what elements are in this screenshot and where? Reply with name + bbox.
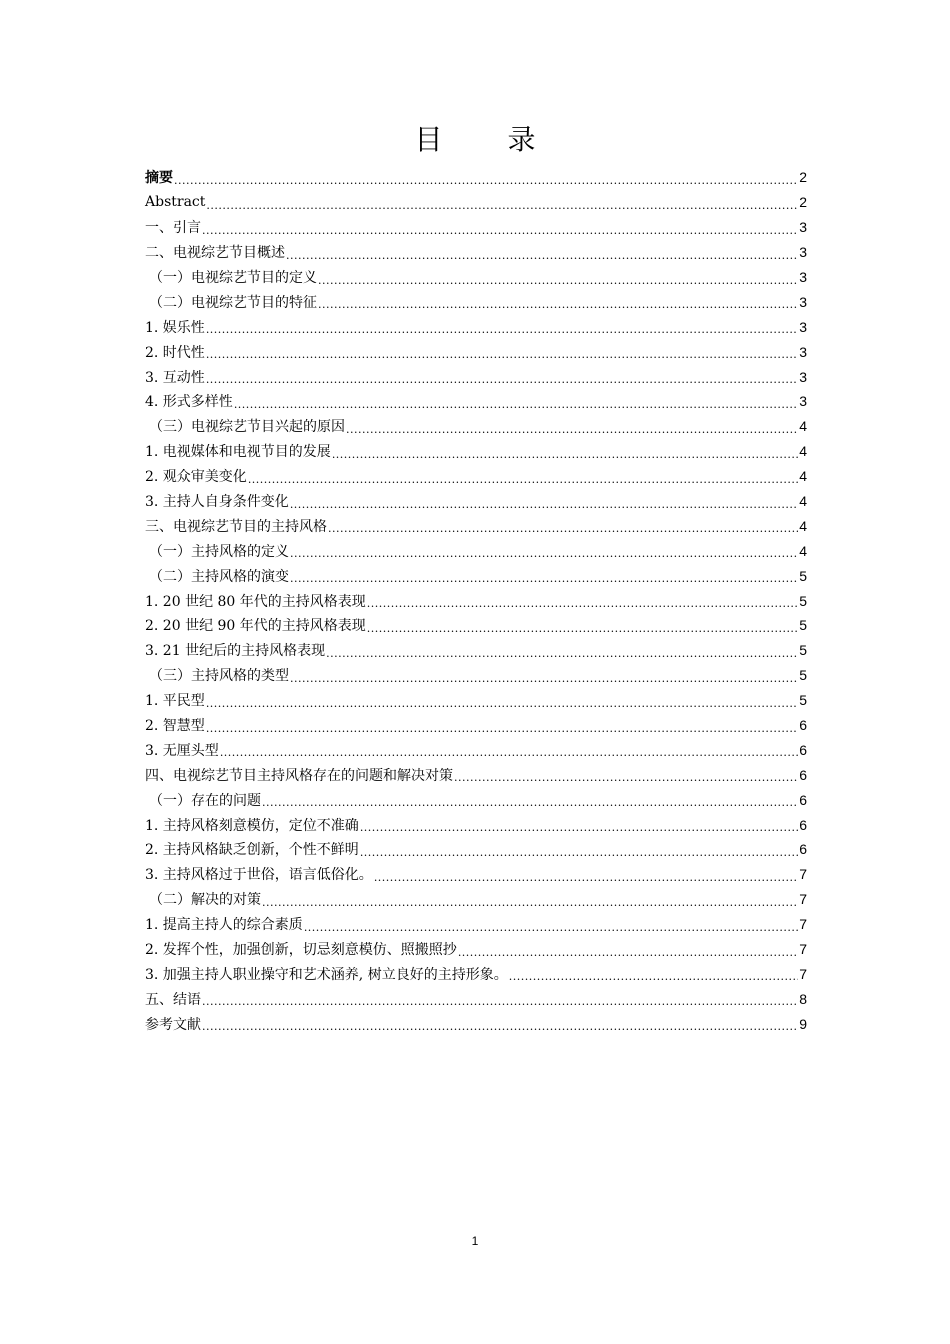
toc-entry-label: 1. 主持风格刻意模仿，定位不准确 bbox=[145, 817, 359, 834]
toc-entry-page: 2 bbox=[799, 169, 807, 186]
toc-entry-page: 9 bbox=[799, 1015, 807, 1032]
toc-leader-dots bbox=[206, 374, 798, 385]
toc-entry-label: Abstract bbox=[145, 194, 206, 211]
toc-entry[interactable] bbox=[145, 439, 807, 464]
toc-entry-page: 4 bbox=[799, 493, 807, 510]
toc-entry[interactable] bbox=[145, 414, 807, 439]
toc-entry-label: （二）电视综艺节目的特征 bbox=[149, 294, 317, 311]
toc-entry-label: （二）解决的对策 bbox=[149, 892, 261, 909]
toc-entry-label: 2. 20 世纪 90 年代的主持风格表现 bbox=[145, 618, 366, 635]
toc-entry-page: 6 bbox=[799, 791, 807, 808]
toc-entry-page: 8 bbox=[799, 990, 807, 1007]
toc-entry[interactable] bbox=[145, 389, 807, 414]
toc-entry[interactable] bbox=[145, 737, 807, 762]
toc-leader-dots bbox=[304, 922, 798, 933]
toc-entry-label: 2. 智慧型 bbox=[145, 718, 205, 735]
toc-entry[interactable] bbox=[145, 986, 807, 1011]
toc-entry-label: （一）电视综艺节目的定义 bbox=[149, 270, 317, 286]
toc-entry-page: 4 bbox=[799, 418, 807, 435]
toc-entry-label: 1. 提高主持人的综合素质 bbox=[145, 917, 303, 934]
toc-leader-dots bbox=[174, 175, 798, 186]
toc-entry-label: 3. 互动性 bbox=[145, 369, 205, 386]
toc-entry[interactable] bbox=[145, 912, 807, 937]
toc-leader-dots bbox=[220, 747, 798, 758]
toc-entry-page: 7 bbox=[799, 941, 807, 958]
toc-leader-dots bbox=[290, 573, 798, 584]
toc-entry-page: 4 bbox=[799, 468, 807, 485]
toc-entry-label: 2. 主持风格缺乏创新，个性不鲜明 bbox=[145, 842, 359, 859]
toc-entry-page: 5 bbox=[799, 567, 807, 584]
toc-entry-page: 3 bbox=[799, 293, 807, 310]
toc-leader-dots bbox=[202, 225, 798, 236]
toc-entry-page: 5 bbox=[799, 617, 807, 634]
toc-leader-dots bbox=[206, 349, 798, 360]
toc-leader-dots bbox=[318, 299, 798, 310]
toc-entry-label: 3. 无厘头型 bbox=[145, 742, 219, 759]
toc-leader-dots bbox=[206, 698, 798, 709]
toc-entry[interactable] bbox=[145, 837, 807, 862]
toc-leader-dots bbox=[262, 797, 798, 808]
table-of-contents bbox=[145, 165, 807, 1036]
toc-entry[interactable] bbox=[145, 190, 807, 215]
toc-entry[interactable] bbox=[145, 240, 807, 265]
toc-entry[interactable] bbox=[145, 489, 807, 514]
toc-entry[interactable] bbox=[145, 713, 807, 738]
toc-entry-page: 4 bbox=[799, 443, 807, 460]
toc-leader-dots bbox=[367, 598, 798, 609]
toc-entry-label: 摘要 bbox=[145, 170, 173, 187]
toc-leader-dots bbox=[202, 1021, 798, 1032]
toc-entry[interactable] bbox=[145, 613, 807, 638]
toc-leader-dots bbox=[374, 872, 798, 883]
toc-entry-label: （一）主持风格的定义 bbox=[149, 543, 289, 560]
toc-entry[interactable] bbox=[145, 812, 807, 837]
page-title: 目 录 bbox=[414, 123, 564, 156]
toc-entry-label: 3. 主持风格过于世俗，语言低俗化。 bbox=[145, 867, 373, 884]
toc-entry-label: 1. 平民型 bbox=[145, 693, 205, 710]
toc-entry-page: 6 bbox=[799, 816, 807, 833]
toc-leader-dots bbox=[328, 523, 798, 534]
toc-leader-dots bbox=[206, 723, 798, 734]
toc-leader-dots bbox=[290, 548, 798, 559]
toc-entry-page: 7 bbox=[799, 916, 807, 933]
toc-leader-dots bbox=[318, 275, 798, 286]
toc-entry-page: 3 bbox=[799, 219, 807, 236]
toc-entry[interactable] bbox=[145, 513, 807, 538]
toc-entry-page: 3 bbox=[799, 343, 807, 360]
toc-entry-label: 1. 娱乐性 bbox=[145, 319, 205, 336]
toc-entry-label: 2. 观众审美变化 bbox=[145, 469, 247, 486]
page-number: 1 bbox=[471, 1234, 479, 1248]
toc-leader-dots bbox=[332, 449, 798, 460]
toc-entry[interactable] bbox=[145, 464, 807, 489]
toc-entry-page: 3 bbox=[799, 244, 807, 261]
toc-entry-label: 三、电视综艺节目的主持风格 bbox=[145, 518, 327, 535]
toc-entry-label: 2. 时代性 bbox=[145, 344, 205, 361]
toc-leader-dots bbox=[206, 200, 798, 211]
toc-entry[interactable] bbox=[145, 215, 807, 240]
toc-entry[interactable] bbox=[145, 289, 807, 314]
toc-leader-dots bbox=[290, 499, 798, 510]
toc-entry-label: 一、引言 bbox=[145, 220, 201, 237]
toc-entry-page: 3 bbox=[799, 269, 807, 285]
toc-entry[interactable] bbox=[145, 265, 807, 290]
toc-entry[interactable] bbox=[145, 962, 807, 987]
toc-entry[interactable] bbox=[145, 364, 807, 389]
toc-entry[interactable] bbox=[145, 314, 807, 339]
toc-entry-page: 3 bbox=[799, 368, 807, 385]
toc-entry-label: 3. 主持人自身条件变化 bbox=[145, 494, 289, 511]
toc-entry-page: 7 bbox=[799, 866, 807, 883]
toc-entry-label: 3. 21 世纪后的主持风格表现 bbox=[145, 643, 326, 660]
toc-leader-dots bbox=[367, 623, 798, 634]
toc-leader-dots bbox=[248, 474, 798, 485]
toc-leader-dots bbox=[360, 822, 798, 833]
toc-entry-label: （二）主持风格的演变 bbox=[149, 568, 289, 585]
toc-entry-page: 5 bbox=[799, 692, 807, 709]
toc-entry[interactable] bbox=[145, 588, 807, 613]
toc-leader-dots bbox=[206, 324, 798, 335]
toc-leader-dots bbox=[290, 673, 798, 684]
toc-leader-dots bbox=[202, 996, 798, 1007]
toc-entry[interactable] bbox=[145, 638, 807, 663]
toc-leader-dots bbox=[454, 772, 798, 783]
toc-entry[interactable] bbox=[145, 538, 807, 563]
toc-leader-dots bbox=[286, 250, 798, 261]
toc-leader-dots bbox=[360, 847, 798, 858]
toc-entry-page: 3 bbox=[799, 393, 807, 410]
toc-entry[interactable] bbox=[145, 887, 807, 912]
toc-entry[interactable] bbox=[145, 165, 807, 190]
toc-entry-page: 6 bbox=[799, 741, 807, 758]
toc-entry-label: 四、电视综艺节目主持风格存在的问题和解决对策 bbox=[145, 767, 453, 784]
toc-entry-page: 5 bbox=[799, 592, 807, 609]
toc-entry-label: （三）电视综艺节目兴起的原因 bbox=[149, 419, 345, 436]
toc-leader-dots bbox=[234, 399, 798, 410]
toc-leader-dots bbox=[326, 648, 798, 659]
toc-entry-page: 4 bbox=[799, 542, 807, 559]
toc-entry-label: 五、结语 bbox=[145, 991, 201, 1008]
toc-entry[interactable] bbox=[145, 787, 807, 812]
toc-entry-label: （一）存在的问题 bbox=[149, 792, 261, 809]
toc-entry-label: 1. 电视媒体和电视节目的发展 bbox=[145, 444, 331, 461]
toc-entry[interactable] bbox=[145, 862, 807, 887]
toc-entry-page: 2 bbox=[799, 194, 807, 211]
toc-entry-page: 6 bbox=[799, 841, 807, 858]
toc-entry-page: 5 bbox=[799, 642, 807, 659]
toc-entry-page: 3 bbox=[799, 318, 807, 335]
toc-entry[interactable] bbox=[145, 762, 807, 787]
toc-leader-dots bbox=[262, 897, 798, 908]
toc-entry-page: 6 bbox=[799, 766, 807, 783]
toc-entry[interactable] bbox=[145, 688, 807, 713]
toc-entry-label: 2. 发挥个性，加强创新，切忌刻意模仿、照搬照抄 bbox=[145, 942, 457, 959]
toc-entry-label: 4. 形式多样性 bbox=[145, 394, 233, 411]
toc-leader-dots bbox=[509, 971, 798, 982]
toc-entry-label: 二、电视综艺节目概述 bbox=[145, 245, 285, 262]
toc-entry[interactable] bbox=[145, 563, 807, 588]
toc-entry[interactable] bbox=[145, 1011, 807, 1036]
toc-entry-page: 4 bbox=[799, 517, 807, 534]
toc-entry-page: 7 bbox=[799, 965, 807, 982]
toc-entry-page: 6 bbox=[799, 717, 807, 734]
toc-leader-dots bbox=[346, 424, 798, 435]
toc-entry[interactable] bbox=[145, 937, 807, 962]
toc-entry-label: 参考文献 bbox=[145, 1016, 201, 1033]
toc-leader-dots bbox=[458, 947, 798, 958]
toc-entry[interactable] bbox=[145, 339, 807, 364]
toc-entry-label: 1. 20 世纪 80 年代的主持风格表现 bbox=[145, 593, 366, 610]
toc-entry-label: 3. 加强主持人职业操守和艺术涵养, 树立良好的主持形象。 bbox=[145, 966, 508, 983]
toc-entry-label: （三）主持风格的类型 bbox=[149, 668, 289, 685]
toc-entry-page: 5 bbox=[799, 667, 807, 684]
toc-entry[interactable] bbox=[145, 663, 807, 688]
toc-entry-page: 7 bbox=[799, 891, 807, 908]
